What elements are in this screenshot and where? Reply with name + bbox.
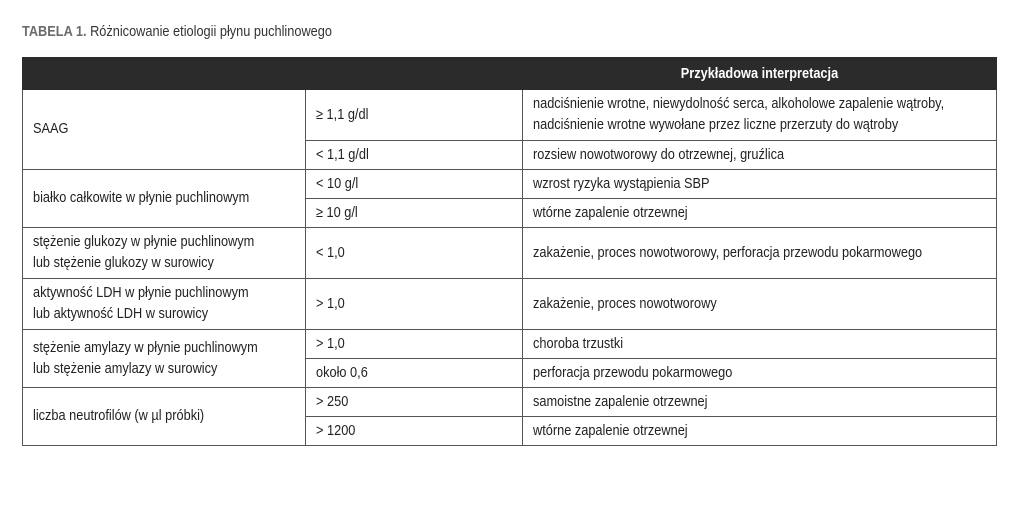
table-caption bbox=[22, 24, 332, 40]
parameter-cell bbox=[23, 228, 306, 279]
parameter-cell bbox=[23, 330, 306, 388]
value-cell: < 1,1 g/dl bbox=[306, 141, 523, 170]
interpretation-cell bbox=[523, 90, 997, 141]
parameter-line: liczba neutrofilów (w µl próbki) bbox=[33, 408, 205, 424]
parameter-line: białko całkowite w płynie puchlinowym bbox=[33, 190, 250, 206]
header-interpretation-label: Przykładowa interpretacja bbox=[680, 65, 839, 82]
parameter-line: lub aktywność LDH w surowicy bbox=[33, 306, 209, 322]
interpretation-cell: zakażenie, proces nowotworowy, perforacja przewodu pokarmowego bbox=[523, 228, 997, 279]
parameter-line: lub stężenie glukozy w surowicy bbox=[33, 255, 214, 271]
parameter-cell bbox=[23, 388, 306, 446]
parameter-cell bbox=[23, 90, 306, 170]
parameter-cell bbox=[23, 279, 306, 330]
caption-title: Różnicowanie etiologii płynu puchlinowego bbox=[90, 24, 332, 40]
table-row bbox=[23, 279, 997, 330]
interpretation-cell: wtórne zapalenie otrzewnej bbox=[523, 417, 997, 446]
parameter-line: stężenie glukozy w płynie puchlinowym bbox=[33, 234, 255, 250]
etiology-table bbox=[22, 57, 997, 446]
header-cell-parameter bbox=[23, 58, 306, 90]
header-cell-interpretation bbox=[523, 58, 997, 90]
table-row bbox=[23, 90, 997, 141]
header-cell-value bbox=[306, 58, 523, 90]
parameter-cell bbox=[23, 170, 306, 228]
table-row bbox=[23, 228, 997, 279]
value-cell: > 1200 bbox=[306, 417, 523, 446]
table-row bbox=[23, 388, 997, 417]
interpretation-line: nadciśnienie wrotne wywołane przez liczne przerzuty do wątroby bbox=[533, 117, 899, 133]
table-row bbox=[23, 170, 997, 199]
value-cell: około 0,6 bbox=[306, 359, 523, 388]
parameter-line: SAAG bbox=[33, 121, 69, 137]
interpretation-cell: perforacja przewodu pokarmowego bbox=[523, 359, 997, 388]
interpretation-cell: choroba trzustki bbox=[523, 330, 997, 359]
caption-label: TABELA 1. bbox=[22, 24, 87, 40]
interpretation-cell: wzrost ryzyka wystąpienia SBP bbox=[523, 170, 997, 199]
value-cell: < 10 g/l bbox=[306, 170, 523, 199]
value-cell: ≥ 1,1 g/dl bbox=[306, 90, 523, 141]
interpretation-cell: rozsiew nowotworowy do otrzewnej, gruźlica bbox=[523, 141, 997, 170]
interpretation-cell: samoistne zapalenie otrzewnej bbox=[523, 388, 997, 417]
parameter-line: aktywność LDH w płynie puchlinowym bbox=[33, 285, 249, 301]
value-cell: > 1,0 bbox=[306, 330, 523, 359]
value-cell: ≥ 10 g/l bbox=[306, 199, 523, 228]
interpretation-cell: wtórne zapalenie otrzewnej bbox=[523, 199, 997, 228]
interpretation-line: nadciśnienie wrotne, niewydolność serca, alkoholowe zapalenie wątroby, bbox=[533, 96, 945, 112]
table-row bbox=[23, 330, 997, 359]
interpretation-cell: zakażenie, proces nowotworowy bbox=[523, 279, 997, 330]
parameter-line: stężenie amylazy w płynie puchlinowym bbox=[33, 339, 258, 356]
table-header-row bbox=[23, 58, 997, 90]
value-cell: > 1,0 bbox=[306, 279, 523, 330]
value-cell: < 1,0 bbox=[306, 228, 523, 279]
parameter-line: lub stężenie amylazy w surowicy bbox=[33, 360, 218, 377]
value-cell: > 250 bbox=[306, 388, 523, 417]
